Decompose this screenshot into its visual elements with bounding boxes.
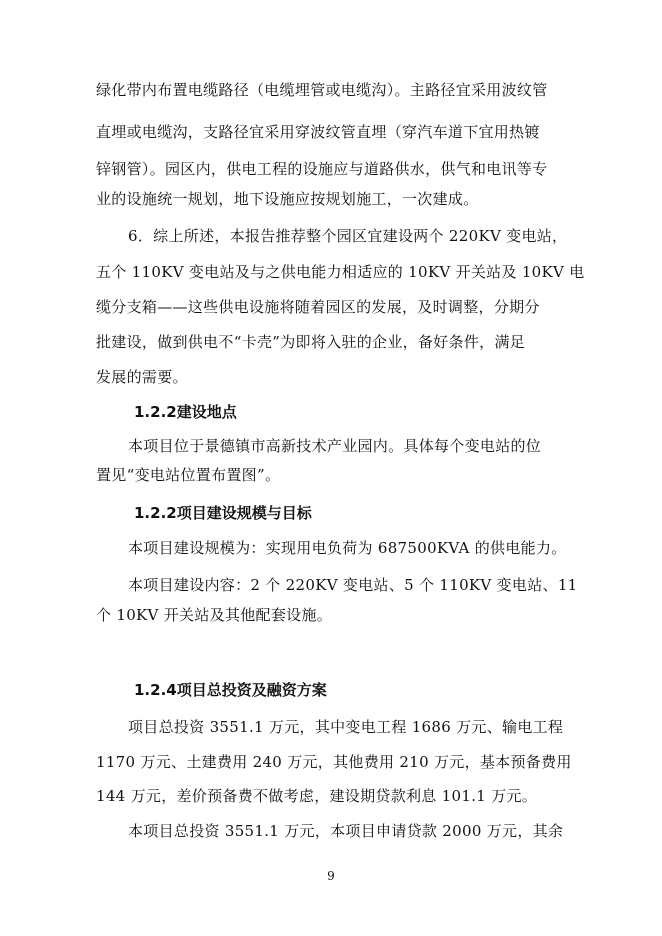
body-text-line: 五个 110KV 变电站及与之供电能力相适应的 10KV 开关站及 10KV 电 (96, 263, 585, 281)
page-number: 9 (327, 869, 335, 883)
section-heading: 1.2.2建设地点 (134, 403, 237, 421)
body-text-line: 1170 万元、土建费用 240 万元，其他费用 210 万元，基本预备费用 (96, 753, 572, 771)
body-text-line: 发展的需要。 (96, 368, 188, 386)
section-heading: 1.2.2项目建设规模与目标 (134, 504, 312, 522)
body-text-line: 6．综上所述，本报告推荐整个园区宜建设两个 220KV 变电站， (128, 227, 568, 245)
body-text-line: 个 10KV 开关站及其他配套设施。 (96, 606, 333, 624)
section-heading: 1.2.4项目总投资及融资方案 (134, 681, 327, 699)
body-text-line: 直埋或电缆沟，支路径宜采用穿波纹管直埋（穿汽车道下宜用热镀 (96, 123, 540, 141)
body-text-line: 本项目建设内容：2 个 220KV 变电站、5 个 110KV 变电站、11 (128, 576, 578, 594)
body-text-line: 缆分支箱——这些供电设施将随着园区的发展，及时调整，分期分 (96, 298, 540, 316)
body-text-line: 144 万元，差价预备费不做考虑，建设期贷款利息 101.1 万元。 (96, 787, 538, 805)
body-text-line: 置见“变电站位置布置图”。 (96, 466, 281, 484)
body-text-line: 锌钢管）。园区内，供电工程的设施应与道路供水，供气和电讯等专 (96, 160, 548, 178)
body-text-line: 绿化带内布置电缆路径（电缆埋管或电缆沟）。主路径宜采用波纹管 (96, 81, 548, 99)
body-text-line: 业的设施统一规划，地下设施应按规划施工，一次建成。 (96, 190, 479, 208)
body-text-line: 项目总投资 3551.1 万元，其中变电工程 1686 万元、输电工程 (128, 718, 564, 736)
body-text-line: 本项目位于景德镇市高新技术产业园内。具体每个变电站的位 (128, 437, 542, 455)
body-text-line: 本项目总投资 3551.1 万元，本项目申请贷款 2000 万元，其余 (128, 822, 564, 840)
body-text-line: 批建设，做到供电不“卡壳”为即将入驻的企业，备好条件，满足 (96, 333, 526, 351)
body-text-line: 本项目建设规模为：实现用电负荷为 687500KVA 的供电能力。 (128, 539, 567, 557)
